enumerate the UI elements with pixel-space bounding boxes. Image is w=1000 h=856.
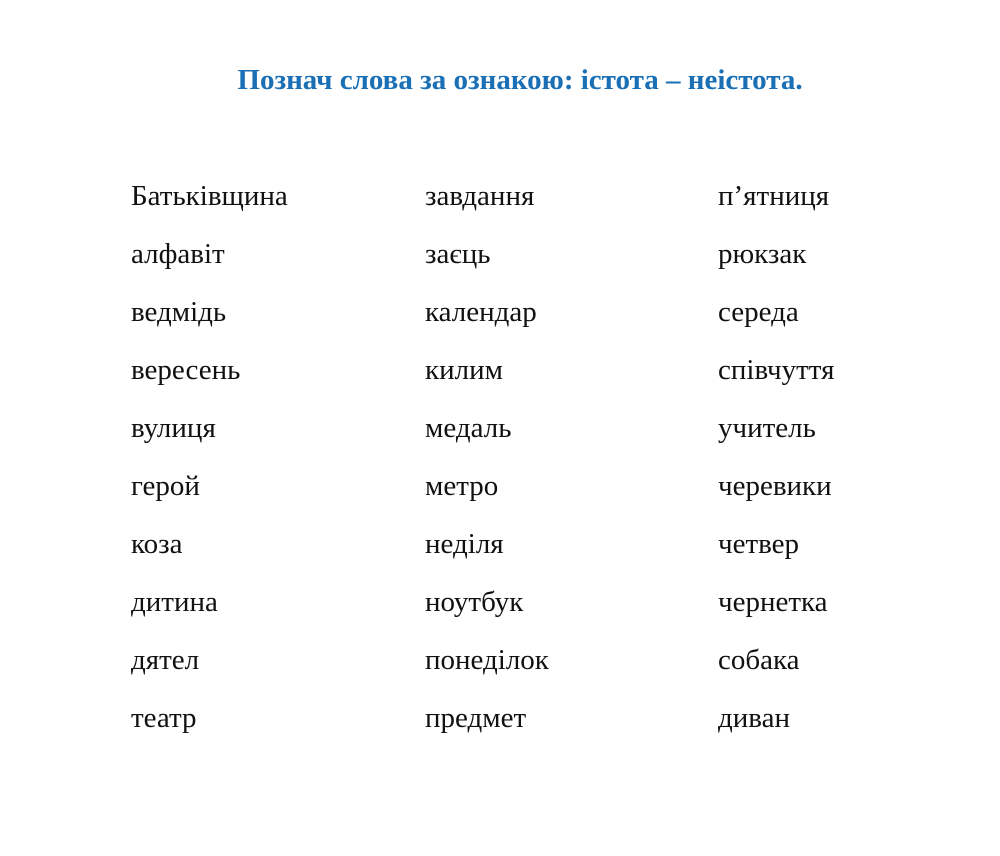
- word-item[interactable]: предмет: [425, 702, 527, 734]
- word-item[interactable]: Батьківщина: [131, 180, 288, 212]
- word-item[interactable]: театр: [131, 702, 197, 734]
- word-item[interactable]: вересень: [131, 354, 241, 386]
- word-item[interactable]: метро: [425, 470, 499, 502]
- word-item[interactable]: середа: [718, 296, 799, 328]
- word-item[interactable]: календар: [425, 296, 537, 328]
- word-item[interactable]: рюкзак: [718, 238, 807, 270]
- word-item[interactable]: співчуття: [718, 354, 835, 386]
- word-item[interactable]: неділя: [425, 528, 504, 560]
- word-column-2: [425, 175, 549, 755]
- word-item[interactable]: четвер: [718, 528, 800, 560]
- word-item[interactable]: килим: [425, 354, 503, 386]
- word-item[interactable]: заєць: [425, 238, 491, 270]
- word-item[interactable]: дятел: [131, 644, 200, 676]
- word-item[interactable]: понеділок: [425, 644, 549, 676]
- word-item[interactable]: дитина: [131, 586, 218, 618]
- word-item[interactable]: ведмідь: [131, 296, 227, 328]
- word-column-1: [131, 175, 288, 755]
- word-item[interactable]: завдання: [425, 180, 535, 212]
- word-item[interactable]: собака: [718, 644, 800, 676]
- word-item[interactable]: черевики: [718, 470, 832, 502]
- word-column-3: [718, 175, 834, 755]
- word-item[interactable]: медаль: [425, 412, 512, 444]
- page-title: Познач слова за ознакою: істота – неістота.: [237, 64, 803, 96]
- word-item[interactable]: коза: [131, 528, 183, 560]
- word-item[interactable]: вулиця: [131, 412, 216, 444]
- word-item[interactable]: герой: [131, 470, 200, 502]
- word-item[interactable]: диван: [718, 702, 790, 734]
- word-item[interactable]: ноутбук: [425, 586, 524, 618]
- word-item[interactable]: алфавіт: [131, 238, 225, 270]
- word-item[interactable]: п’ятниця: [718, 180, 830, 212]
- word-item[interactable]: чернетка: [718, 586, 828, 618]
- word-item[interactable]: учитель: [718, 412, 816, 444]
